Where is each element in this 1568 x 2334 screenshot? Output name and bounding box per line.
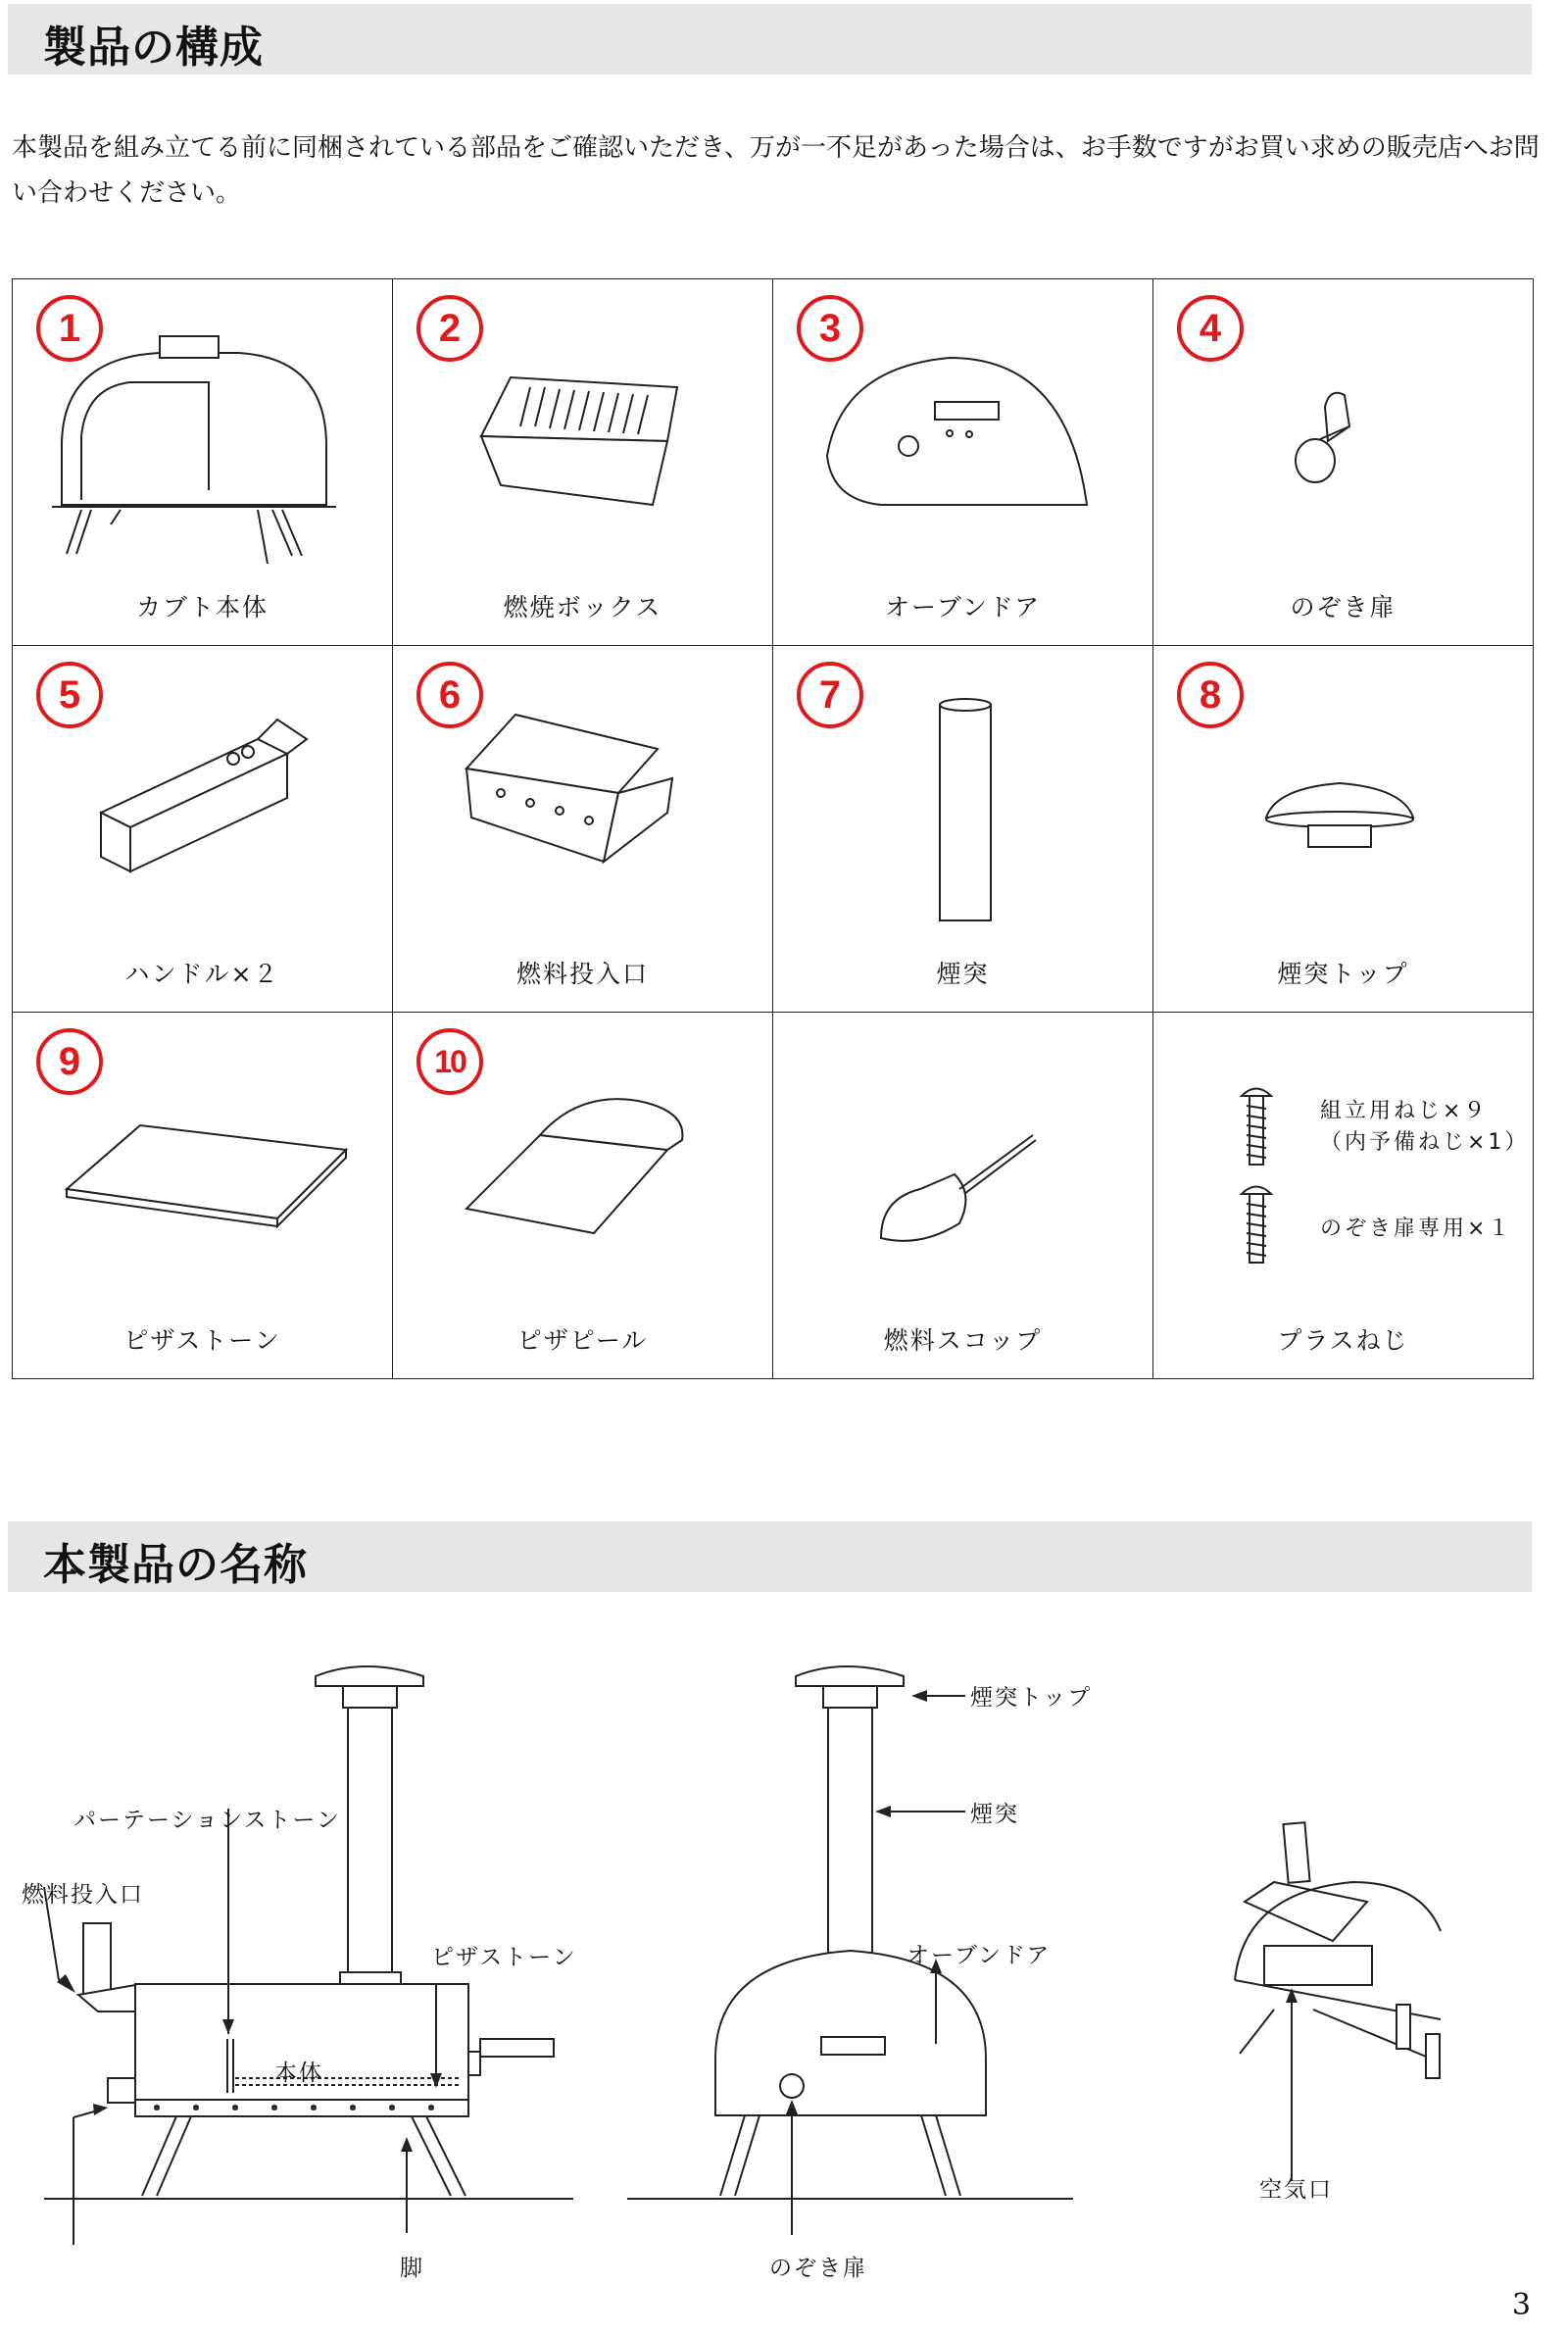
label-peep-door: のぞき扉 xyxy=(769,2256,867,2281)
part-label: カブト本体 xyxy=(135,593,269,621)
part-cell xyxy=(773,1013,1153,1379)
label-leg: 脚 xyxy=(400,2256,424,2281)
handle-illustration xyxy=(13,646,392,940)
peep-door-illustration xyxy=(1153,279,1533,573)
screws-illustration xyxy=(1153,1013,1533,1307)
part-cell xyxy=(773,279,1153,646)
product-diagram xyxy=(0,1647,1568,2255)
part-number: 10 xyxy=(416,1028,483,1095)
part-number: 2 xyxy=(416,295,483,362)
part-label: ピザピール xyxy=(516,1326,649,1355)
label-pizza-stone: ピザストーン xyxy=(431,1945,577,1970)
part-label: 燃料スコップ xyxy=(883,1326,1043,1355)
section-title: 本製品の名称 xyxy=(43,1540,308,1590)
part-number: 9 xyxy=(36,1028,103,1095)
part-number: 3 xyxy=(797,295,863,362)
label-fuel-inlet: 燃料投入口 xyxy=(22,1882,144,1908)
part-number: 5 xyxy=(36,662,103,728)
part-cell xyxy=(1153,1013,1534,1379)
part-number: 7 xyxy=(797,662,863,728)
part-label: オーブンドア xyxy=(884,593,1041,621)
label-chimney: 煙突 xyxy=(970,1802,1019,1827)
pizza-stone-illustration xyxy=(13,1013,392,1307)
chimney-illustration xyxy=(773,646,1152,940)
part-label: 燃料投入口 xyxy=(515,960,649,988)
burner-box-illustration xyxy=(393,279,772,573)
screw-note-spare: （内予備ねじ×1） xyxy=(1320,1130,1530,1155)
screw-note-peep-door: のぞき扉専用×１ xyxy=(1320,1217,1513,1241)
part-label: 煙突 xyxy=(936,960,990,988)
oven-body-illustration xyxy=(13,279,392,573)
part-number: 4 xyxy=(1177,295,1244,362)
fuel-scoop-illustration xyxy=(773,1013,1152,1307)
label-chimney-top: 煙突トップ xyxy=(970,1685,1093,1711)
label-body: 本体 xyxy=(274,2061,323,2086)
part-number: 8 xyxy=(1177,662,1244,728)
section-title: 製品の構成 xyxy=(43,23,264,73)
part-label: ハンドル×２ xyxy=(124,960,280,988)
pizza-peel-illustration xyxy=(393,1013,772,1307)
part-cell xyxy=(13,646,393,1013)
page-number: 3 xyxy=(1511,2288,1531,2322)
part-cell xyxy=(773,646,1153,1013)
label-air-inlet: 空気口 xyxy=(1259,2177,1333,2203)
part-label: ピザストーン xyxy=(123,1326,281,1355)
intro-text: 本製品を組み立てる前に同梱されている部品をご確認いただき、万が一不足があった場合は、お手数ですがお買い求めの販売店へお問い合わせください。 xyxy=(12,133,1540,208)
part-label: プラスねじ xyxy=(1277,1326,1409,1355)
part-label: のぞき扉 xyxy=(1290,593,1396,621)
part-cell xyxy=(393,646,773,1013)
part-cell xyxy=(13,1013,393,1379)
part-label: 煙突トップ xyxy=(1277,960,1409,988)
oven-door-illustration xyxy=(773,279,1152,573)
part-cell xyxy=(1153,646,1534,1013)
section-header-names xyxy=(8,1521,1532,1592)
air-inlet-view-diagram xyxy=(1235,1822,1441,2181)
label-partition-stone: パーテーションストーン xyxy=(74,1808,341,1833)
part-cell xyxy=(13,279,393,646)
screw-note-assembly: 組立用ねじ×９ xyxy=(1320,1099,1489,1123)
part-cell xyxy=(1153,279,1534,646)
part-cell xyxy=(393,279,773,646)
part-number: 6 xyxy=(416,662,483,728)
section-header-components xyxy=(8,4,1532,74)
parts-grid xyxy=(12,278,1534,1379)
part-cell xyxy=(393,1013,773,1379)
label-oven-door: オーブンドア xyxy=(906,1943,1052,1968)
part-label: 燃焼ボックス xyxy=(503,593,662,621)
fuel-inlet-illustration xyxy=(393,646,772,940)
chimney-top-illustration xyxy=(1153,646,1533,940)
part-number: 1 xyxy=(36,295,103,362)
